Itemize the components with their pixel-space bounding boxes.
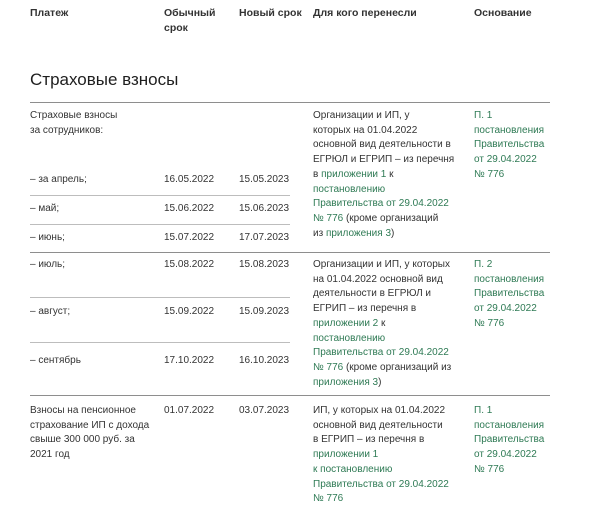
header-basis: Основание [474, 7, 532, 19]
payment-line: Взносы на пенсионное [30, 405, 136, 416]
table-row: – за апрель; [30, 174, 87, 185]
table-row: – сентябрь [30, 355, 81, 366]
row-rule [30, 195, 290, 196]
decree-link[interactable]: № 776 [313, 493, 344, 505]
new-date: 16.10.2023 [239, 355, 290, 366]
whom-line: № 776 (кроме организаций из [313, 361, 452, 373]
new-date: 15.06.2023 [239, 203, 290, 214]
header-usual-line1: Обычный [164, 7, 216, 19]
new-date: 15.09.2023 [239, 306, 290, 317]
usual-date: 15.07.2022 [164, 232, 215, 243]
whom-line: основной вид деятельности в [313, 139, 451, 151]
whom-line: ЕГРИП – из перечня в [313, 303, 417, 315]
header-new-deadline: Новый срок [239, 7, 302, 19]
table-row: – май; [30, 203, 60, 214]
appendix3-link[interactable]: приложения 3 [313, 376, 379, 388]
basis-line: от 29.04.2022 [474, 449, 537, 461]
header-usual-deadline [164, 6, 215, 36]
basis-line: Правительства [474, 288, 545, 300]
appendix1-link[interactable]: приложении 1 [321, 168, 387, 180]
basis-line: постановления [474, 419, 545, 431]
decree-link[interactable]: постановлению [313, 183, 386, 195]
whom-line: ЕГРЮЛ и ЕГРИП – из перечня [313, 154, 455, 166]
new-date: 15.05.2023 [239, 174, 290, 185]
whom-line: основной вид деятельности [313, 419, 443, 431]
table-row: – июнь; [30, 232, 65, 243]
decree-link[interactable]: Правительства от 29.04.2022 [313, 198, 449, 210]
whom-line: приложения 3) [313, 376, 382, 388]
group2-whom [313, 258, 473, 390]
basis-line: постановления [474, 273, 545, 285]
group1-whom [313, 109, 473, 241]
whom-line: ИП, у которых на 01.04.2022 [313, 405, 446, 416]
header-payment: Платеж [30, 7, 69, 19]
group1-title-line1: Страховые взносы [30, 110, 118, 121]
payment-line: свыше 300 000 руб. за [30, 434, 135, 446]
basis-line: П. 1 [474, 110, 493, 121]
basis-line: Правительства [474, 139, 545, 151]
group-rule [30, 395, 550, 396]
row-rule [30, 342, 290, 343]
new-date: 17.07.2023 [239, 232, 290, 243]
whom-line: на 01.04.2022 основной вид [313, 273, 443, 285]
whom-line: в приложении 1 к [313, 168, 394, 180]
usual-date: 15.09.2022 [164, 306, 215, 317]
decree-link[interactable]: Правительства от 29.04.2022 [313, 347, 449, 359]
table-row: – август; [30, 306, 71, 317]
group-rule [30, 252, 550, 253]
basis-line: постановления [474, 124, 545, 136]
new-date: 03.07.2023 [239, 405, 290, 416]
header-for-whom: Для кого перенесли [313, 7, 417, 19]
appendix3-link[interactable]: приложения 3 [325, 227, 392, 239]
decree-link[interactable]: № 776 [313, 361, 344, 373]
usual-date: 16.05.2022 [164, 174, 215, 185]
row-rule [30, 224, 290, 225]
group1-title [30, 109, 117, 138]
row-rule [30, 297, 290, 298]
whom-line: в ЕГРИП – из перечня в [313, 434, 425, 446]
group1-basis-link[interactable] [474, 109, 544, 183]
section-title: Страховые взносы [30, 70, 179, 89]
basis-line: П. 2 [474, 259, 493, 270]
usual-date: 01.07.2022 [164, 405, 215, 416]
whom-line: Организации и ИП, у которых [313, 259, 450, 270]
decree-link[interactable]: № 776 [313, 212, 344, 224]
decree-link[interactable]: постановлению [313, 332, 386, 344]
group3-payment [30, 404, 149, 463]
usual-date: 17.10.2022 [164, 355, 215, 366]
payment-line: страхование ИП с дохода [30, 419, 150, 431]
group3-basis-link[interactable] [474, 404, 544, 478]
whom-line: которых на 01.04.2022 [313, 124, 418, 136]
payment-line: 2021 год [30, 449, 70, 461]
basis-line: № 776 [474, 168, 505, 180]
whom-line: деятельности в ЕГРЮЛ и [313, 288, 432, 300]
basis-line: № 776 [474, 317, 505, 329]
basis-line: П. 1 [474, 405, 493, 416]
basis-line: от 29.04.2022 [474, 303, 537, 315]
whom-line: приложении 2 к [313, 317, 386, 329]
appendix2-link[interactable]: приложении 2 [313, 317, 379, 329]
usual-date: 15.06.2022 [164, 203, 215, 214]
appendix1-link[interactable]: приложении 1 [313, 449, 379, 461]
decree-link[interactable]: Правительства от 29.04.2022 [313, 478, 449, 490]
basis-line: Правительства [474, 434, 545, 446]
basis-line: от 29.04.2022 [474, 154, 537, 166]
header-usual-line2: срок [164, 22, 188, 34]
usual-date: 15.08.2022 [164, 259, 215, 270]
decree-link[interactable]: к постановлению [313, 463, 393, 475]
table-row: – июль; [30, 259, 66, 270]
group3-whom [313, 404, 473, 507]
group1-title-line2: за сотрудников: [30, 124, 104, 136]
whom-line: Организации и ИП, у [313, 110, 410, 121]
whom-line: из приложения 3) [313, 227, 395, 239]
group2-basis-link[interactable] [474, 258, 544, 332]
table-top-rule [30, 102, 550, 103]
basis-line: № 776 [474, 463, 505, 475]
whom-line: № 776 (кроме организаций [313, 212, 439, 224]
new-date: 15.08.2023 [239, 259, 290, 270]
